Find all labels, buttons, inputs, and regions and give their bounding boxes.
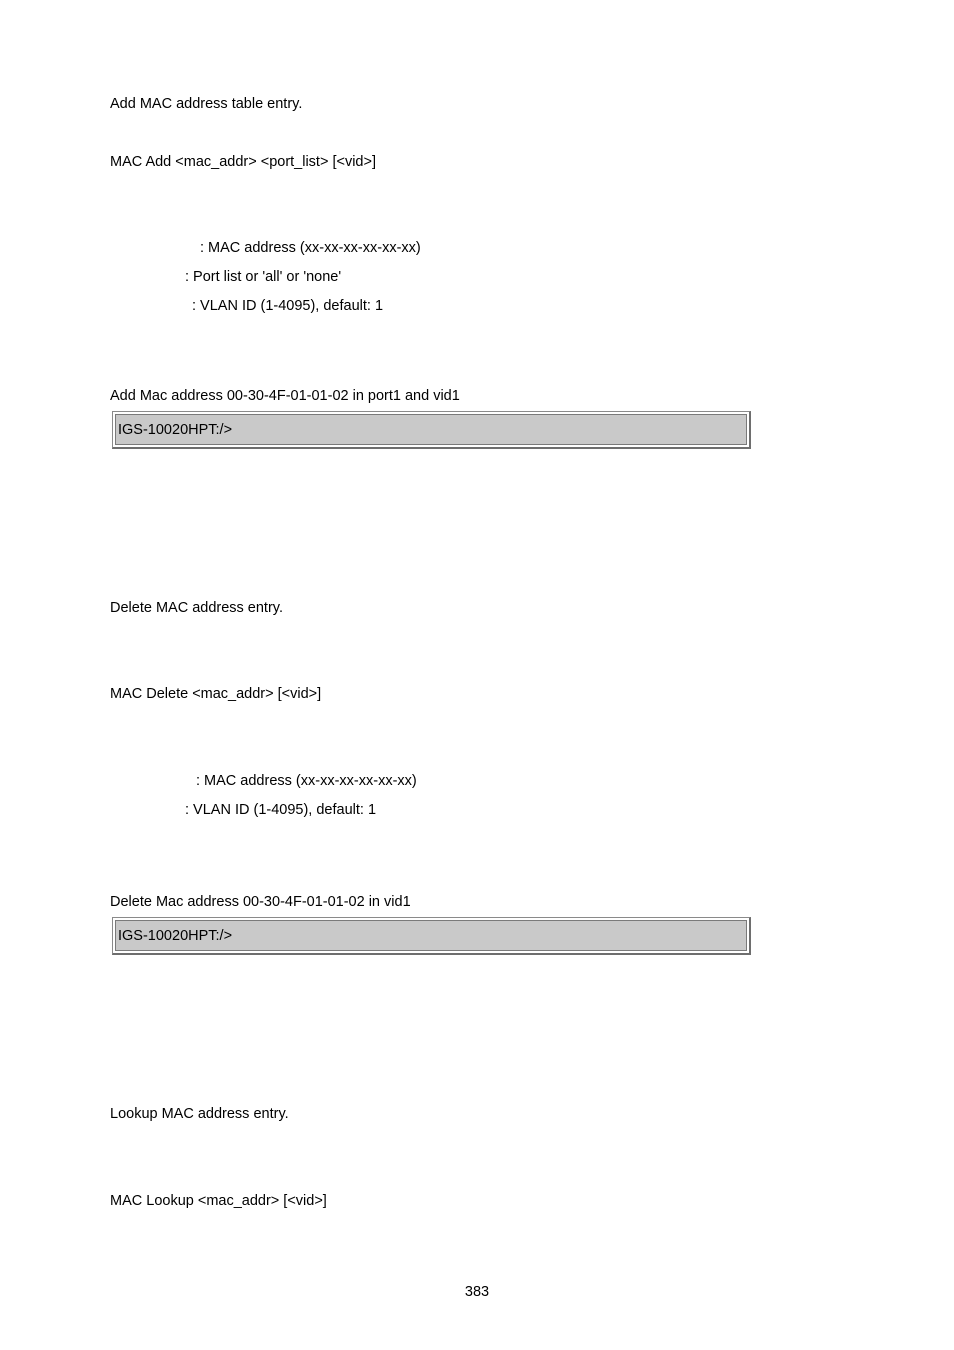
lookup-description: Lookup MAC address entry. — [110, 1106, 289, 1122]
lookup-syntax: MAC Lookup <mac_addr> [<vid>] — [110, 1193, 327, 1209]
add-param-vid: : VLAN ID (1-4095), default: 1 — [192, 298, 384, 314]
add-syntax: MAC Add <mac_addr> <port_list> [<vid>] — [110, 154, 376, 170]
console-prompt: IGS-10020HPT:/> — [118, 928, 233, 944]
add-param-port-list: : Port list or 'all' or 'none' — [185, 269, 342, 285]
add-description: Add MAC address table entry. — [110, 96, 303, 112]
add-example-console — [112, 411, 751, 449]
delete-example-caption: Delete Mac address 00-30-4F-01-01-02 in vid1 — [110, 894, 411, 910]
add-param-mac-addr: : MAC address (xx-xx-xx-xx-xx-xx) — [200, 240, 421, 256]
delete-example-console — [112, 917, 751, 955]
delete-param-mac-addr: : MAC address (xx-xx-xx-xx-xx-xx) — [196, 773, 417, 789]
delete-param-vid: : VLAN ID (1-4095), default: 1 — [185, 802, 377, 818]
delete-description: Delete MAC address entry. — [110, 600, 283, 616]
add-example-caption: Add Mac address 00-30-4F-01-01-02 in port1 and vid1 — [110, 388, 460, 404]
page-number: 383 — [464, 1284, 490, 1300]
delete-syntax: MAC Delete <mac_addr> [<vid>] — [110, 686, 322, 702]
console-prompt: IGS-10020HPT:/> — [118, 422, 233, 438]
